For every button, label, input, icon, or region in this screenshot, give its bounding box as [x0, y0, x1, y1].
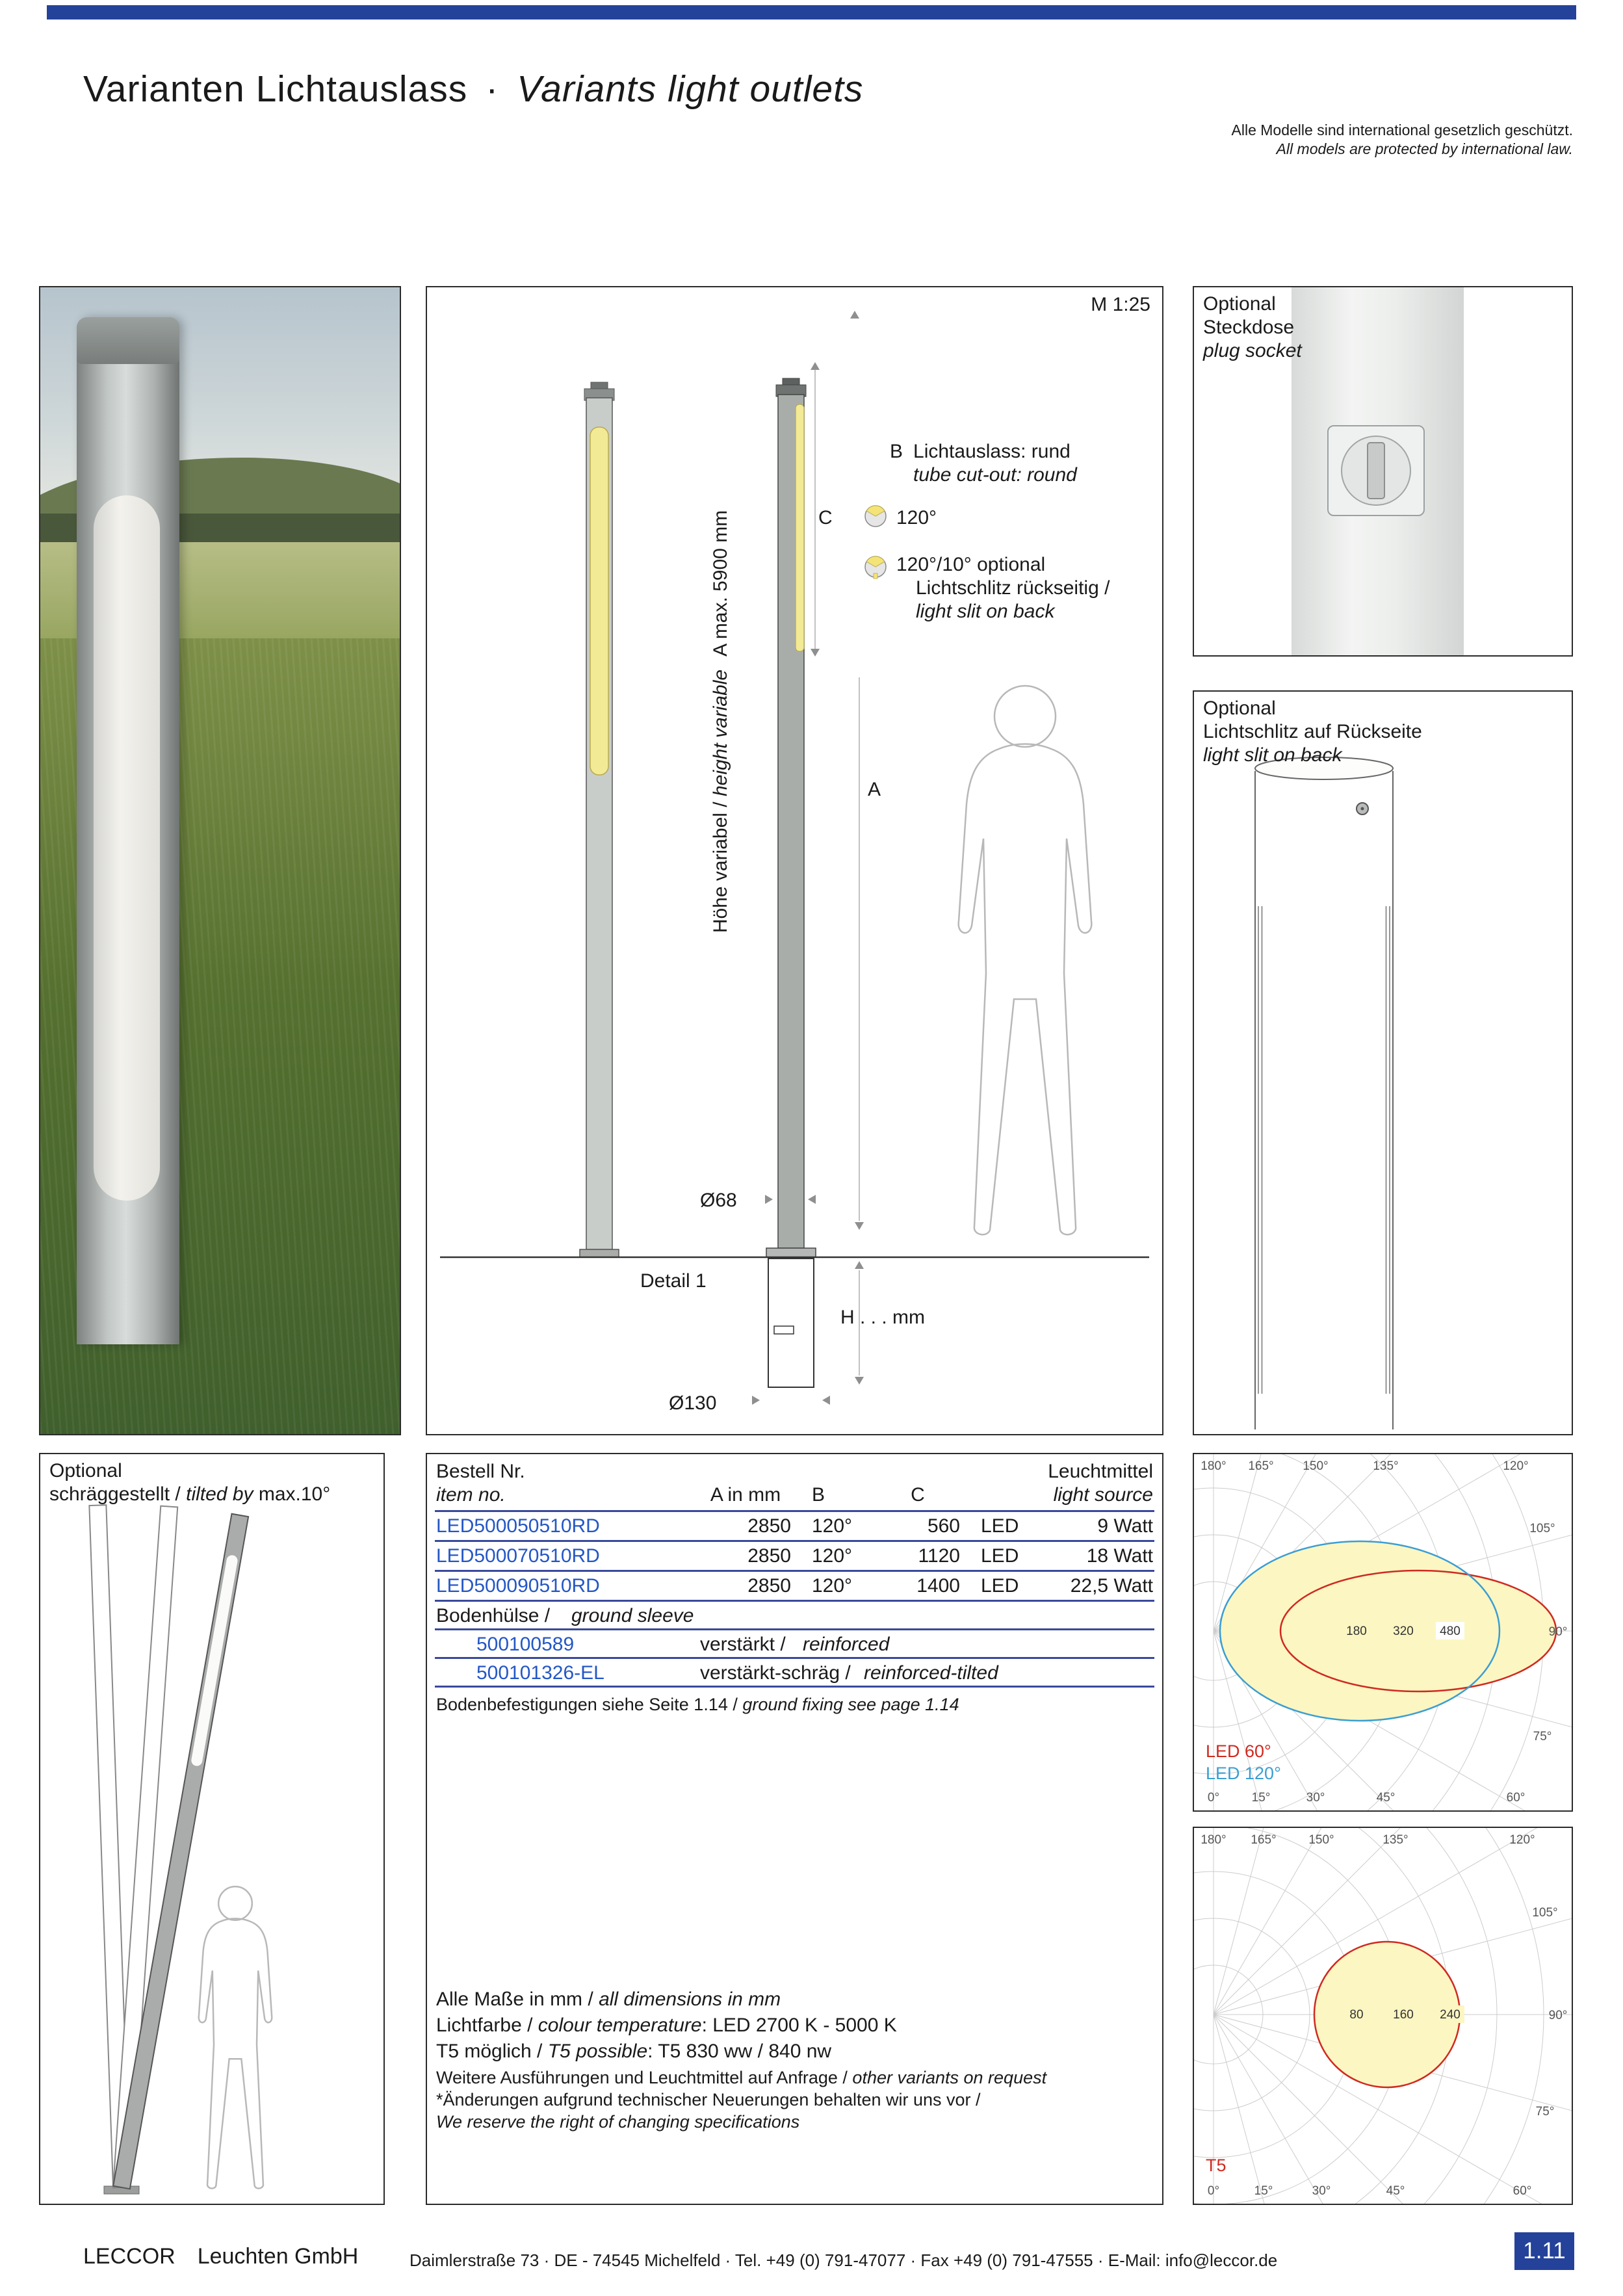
footer-address: Daimlerstraße 73 · DE - 74545 Michelfeld · Tel. +49 (0) 791-47077 · Fax +49 (0) 791-47555 · E-Mail: info@leccor.de	[409, 2250, 1278, 2270]
value-b: 120°	[812, 1515, 853, 1537]
angle-label: 150°	[1308, 1833, 1334, 1847]
value-watt: 22,5 Watt	[1070, 1575, 1153, 1597]
tilted-pole-3	[113, 1514, 248, 2189]
backslit-slit-lines	[1258, 906, 1390, 1394]
backslit-drawing	[1194, 692, 1572, 1434]
tilted-caption-it: tilted by	[186, 1483, 253, 1505]
human-silhouette	[959, 686, 1092, 1234]
detail-1-label: Detail 1	[640, 1270, 707, 1292]
triangle-down-icon	[855, 1377, 864, 1385]
pole-drawing-right	[766, 378, 816, 1257]
angle-label: 135°	[1373, 1459, 1399, 1473]
product-photo	[39, 286, 401, 1435]
table-rule	[435, 1570, 1154, 1572]
pole-drawing-left	[580, 382, 619, 1257]
sleeve-desc-en: reinforced-tilted	[864, 1662, 998, 1684]
value-source: LED	[981, 1545, 1019, 1567]
light-window-left-pole	[590, 427, 608, 775]
note-colour-temperature	[436, 2015, 897, 2037]
height-label-max: A max. 5900 mm	[710, 510, 731, 657]
tilted-caption-de: schräggestellt /	[49, 1483, 187, 1505]
backslit-caption-1: Optional	[1203, 698, 1276, 719]
tick-label: 80	[1349, 2008, 1364, 2022]
note-variants-de: Weitere Ausführungen und Leuchtmittel auf Anfrage /	[436, 2068, 853, 2087]
angle-label: 180°	[1201, 1459, 1227, 1473]
order-table-panel	[426, 1453, 1163, 2205]
protection-note-de: Alle Modelle sind international gesetzlich geschützt.	[1231, 122, 1573, 138]
technical-drawing-panel	[426, 286, 1163, 1435]
table-rule	[435, 1540, 1154, 1542]
note-t5	[436, 2041, 831, 2063]
angle-label: 15°	[1254, 2184, 1273, 2198]
item-number[interactable]: LED500090510RD	[436, 1575, 600, 1597]
triangle-up-icon	[850, 311, 859, 319]
angle-label: 15°	[1251, 1791, 1271, 1805]
tick-label: 480	[1440, 1624, 1461, 1638]
beam-120-label: 120°	[896, 507, 937, 528]
human-silhouette-small	[199, 1886, 272, 2188]
value-watt: 18 Watt	[1086, 1545, 1153, 1567]
item-number[interactable]: 500101326-EL	[476, 1662, 604, 1684]
backslit-caption-3: light slit on back	[1203, 744, 1342, 766]
polar-diagram-t5	[1193, 1827, 1573, 2205]
col-header-source-en: light source	[1053, 1484, 1153, 1506]
outlet-label	[890, 441, 1071, 463]
dim-a-label: A	[868, 779, 881, 800]
value-a: 2850	[747, 1575, 791, 1597]
sleeve-desc-de: verstärkt-schräg /	[700, 1662, 851, 1684]
beam-optional-label-3: light slit on back	[916, 601, 1055, 622]
col-header-source-de: Leuchtmittel	[1048, 1461, 1153, 1482]
dimension-markers	[752, 311, 864, 1405]
tick-label: 160	[1393, 2008, 1414, 2022]
sleeve-desc-en: reinforced	[803, 1634, 890, 1655]
tick-label: 180	[1346, 1624, 1367, 1638]
col-header-c: C	[911, 1484, 925, 1506]
triangle-left-icon	[808, 1195, 816, 1204]
ground-fixing-note	[436, 1695, 959, 1715]
tilted-caption	[49, 1459, 330, 1506]
angle-label: 30°	[1312, 2184, 1331, 2198]
beam-angle-icons	[865, 506, 886, 579]
angle-label: 120°	[1503, 1459, 1529, 1473]
triangle-left-icon	[822, 1396, 830, 1405]
angle-label: 0°	[1207, 1791, 1220, 1805]
page-number-badge: 1.11	[1514, 2232, 1574, 2270]
triangle-up-icon	[811, 362, 820, 370]
note-changes-en: We reserve the right of changing specifications	[436, 2112, 800, 2132]
sleeve-header-en: ground sleeve	[571, 1605, 694, 1626]
backslit-pole-outline	[1255, 757, 1393, 1429]
radial-tick-labels	[1342, 2005, 1464, 2023]
ground-fixing-note-de: Bodenbefestigungen siehe Seite 1.14 /	[436, 1695, 743, 1714]
outlet-label-en: tube cut-out: round	[913, 464, 1077, 486]
value-c: 560	[927, 1515, 960, 1537]
sleeve-diameter-label: Ø130	[669, 1392, 717, 1414]
screw-icon	[1357, 803, 1368, 815]
angle-label: 180°	[1201, 1833, 1227, 1847]
socket-caption-2: Steckdose	[1203, 317, 1295, 338]
angle-label: 120°	[1509, 1833, 1535, 1847]
angle-label: 30°	[1306, 1791, 1325, 1805]
angle-label: 0°	[1207, 2184, 1220, 2198]
note-other-variants	[436, 2068, 1046, 2088]
beam-optional-label-2: Lichtschlitz rückseitig /	[916, 577, 1110, 599]
polar-diagram-led	[1193, 1453, 1573, 1812]
tilted-caption-1: Optional	[49, 1460, 122, 1481]
table-rule	[435, 1686, 1154, 1688]
triangle-right-icon	[752, 1396, 760, 1405]
angle-label: 105°	[1529, 1522, 1555, 1535]
polar-chart-led	[1194, 1454, 1572, 1810]
note-dimensions	[436, 1989, 781, 2011]
note-colour-de: Lichtfarbe /	[436, 2015, 538, 2036]
photo-pole-cap	[77, 317, 179, 364]
tilted-caption-2	[49, 1483, 330, 1506]
col-header-item-en: item no.	[436, 1484, 506, 1506]
table-rule	[435, 1510, 1154, 1512]
socket-caption-1: Optional	[1203, 293, 1276, 315]
value-a: 2850	[747, 1515, 791, 1537]
height-label-en: height variable	[710, 669, 731, 797]
table-rule	[435, 1657, 1154, 1659]
legend-t5: T5	[1206, 2156, 1227, 2175]
optional-backslit-panel	[1193, 690, 1573, 1435]
angle-label: 150°	[1303, 1459, 1329, 1473]
photo-light-slit	[94, 495, 160, 1201]
legend-led-60: LED 60°	[1206, 1742, 1271, 1761]
angle-label: 105°	[1532, 1906, 1558, 1920]
col-header-a: A in mm	[710, 1484, 781, 1506]
angle-label: 75°	[1535, 2105, 1555, 2119]
value-watt: 9 Watt	[1097, 1515, 1153, 1537]
angle-label: 60°	[1506, 1791, 1526, 1805]
tilted-caption-max: max.10°	[253, 1483, 331, 1505]
top-accent-bar	[47, 5, 1576, 20]
socket-caption	[1203, 293, 1302, 363]
ground-sleeve-drawing	[768, 1259, 814, 1387]
value-c: 1120	[918, 1545, 960, 1567]
angle-label: 90°	[1548, 2009, 1568, 2022]
angle-label: 75°	[1533, 1730, 1552, 1743]
height-variable-label	[710, 510, 732, 933]
sleeve-desc-de: verstärkt /	[700, 1634, 786, 1655]
item-number[interactable]: 500100589	[476, 1634, 575, 1655]
beam-optional-label: 120°/10° optional	[896, 554, 1046, 575]
item-number[interactable]: LED500050510RD	[436, 1515, 600, 1537]
value-b: 120°	[812, 1545, 853, 1567]
note-t5-de: T5 möglich /	[436, 2041, 548, 2062]
ground-fixing-note-en: ground fixing see page 1.14	[742, 1695, 959, 1714]
value-a: 2850	[747, 1545, 791, 1567]
tick-label: 240	[1440, 2008, 1461, 2022]
outlet-label-de: Lichtauslass: rund	[913, 441, 1071, 462]
value-b: 120°	[812, 1575, 853, 1597]
pole-diameter-label: Ø68	[700, 1190, 737, 1211]
value-c: 1400	[916, 1575, 960, 1597]
note-t5-value: : T5 830 ww / 840 nw	[647, 2041, 832, 2062]
socket-caption-3: plug socket	[1203, 340, 1302, 361]
scale-label: M 1:25	[1091, 294, 1150, 315]
angle-label: 90°	[1548, 1625, 1568, 1639]
page-title	[83, 68, 863, 111]
footer-company-name: LECCOR	[83, 2244, 175, 2269]
footer-company-suffix: Leuchten GmbH	[197, 2244, 359, 2269]
outlet-letter: B	[890, 441, 903, 462]
triangle-down-icon	[811, 649, 820, 657]
optional-socket-panel	[1193, 286, 1573, 657]
angle-label: 45°	[1386, 2184, 1405, 2198]
value-source: LED	[981, 1515, 1019, 1537]
page-title-en: Variants light outlets	[517, 68, 864, 110]
angle-label: 135°	[1383, 1833, 1409, 1847]
footer-company	[83, 2244, 380, 2269]
note-changes-de: *Änderungen aufgrund technischer Neuerungen behalten wir uns vor /	[436, 2090, 981, 2109]
backslit-caption-2: Lichtschlitz auf Rückseite	[1203, 721, 1422, 742]
dim-c-label: C	[818, 507, 833, 528]
triangle-down-icon	[855, 1222, 864, 1230]
tick-label: 320	[1393, 1624, 1414, 1638]
protection-note	[1232, 121, 1573, 159]
note-dimensions-de: Alle Maße in mm /	[436, 1989, 599, 2010]
angle-label: 165°	[1251, 1833, 1277, 1847]
col-header-b: B	[812, 1484, 825, 1506]
note-colour-value: : LED 2700 K - 5000 K	[701, 2015, 897, 2036]
backslit-caption	[1203, 697, 1422, 767]
col-header-item-de: Bestell Nr.	[436, 1461, 525, 1482]
tilted-poles-drawing	[40, 1454, 383, 2204]
sleeve-header-de: Bodenhülse /	[436, 1605, 551, 1626]
note-t5-en: T5 possible	[547, 2041, 648, 2062]
title-separator: ·	[486, 68, 499, 110]
ground-and-sleeve-drawing	[440, 1257, 1149, 1387]
polar-curves-led	[1220, 1541, 1556, 1721]
page-title-de: Varianten Lichtauslass	[83, 68, 468, 110]
protection-note-en: All models are protected by international law.	[1276, 140, 1573, 157]
socket-flap	[1367, 442, 1385, 499]
sleeve-depth-label: H . . . mm	[840, 1307, 925, 1328]
note-dimensions-en: all dimensions in mm	[599, 1989, 781, 2010]
angle-label: 165°	[1248, 1459, 1274, 1473]
triangle-right-icon	[765, 1195, 773, 1204]
angle-label: 45°	[1376, 1791, 1396, 1805]
light-window-right-pole	[796, 404, 804, 651]
note-colour-en: colour temperature	[538, 2015, 702, 2036]
optional-tilted-panel	[39, 1453, 385, 2205]
height-label-de: Höhe variabel /	[710, 796, 731, 933]
polar-chart-t5	[1194, 1828, 1572, 2204]
triangle-up-icon	[855, 1261, 864, 1269]
angle-label: 60°	[1513, 2184, 1532, 2198]
legend-led-120: LED 120°	[1206, 1764, 1281, 1783]
value-source: LED	[981, 1575, 1019, 1597]
note-variants-en: other variants on request	[852, 2068, 1047, 2087]
radial-tick-labels	[1342, 1622, 1464, 1639]
table-rule	[435, 1628, 1154, 1630]
item-number[interactable]: LED500070510RD	[436, 1545, 600, 1567]
table-rule	[435, 1600, 1154, 1602]
